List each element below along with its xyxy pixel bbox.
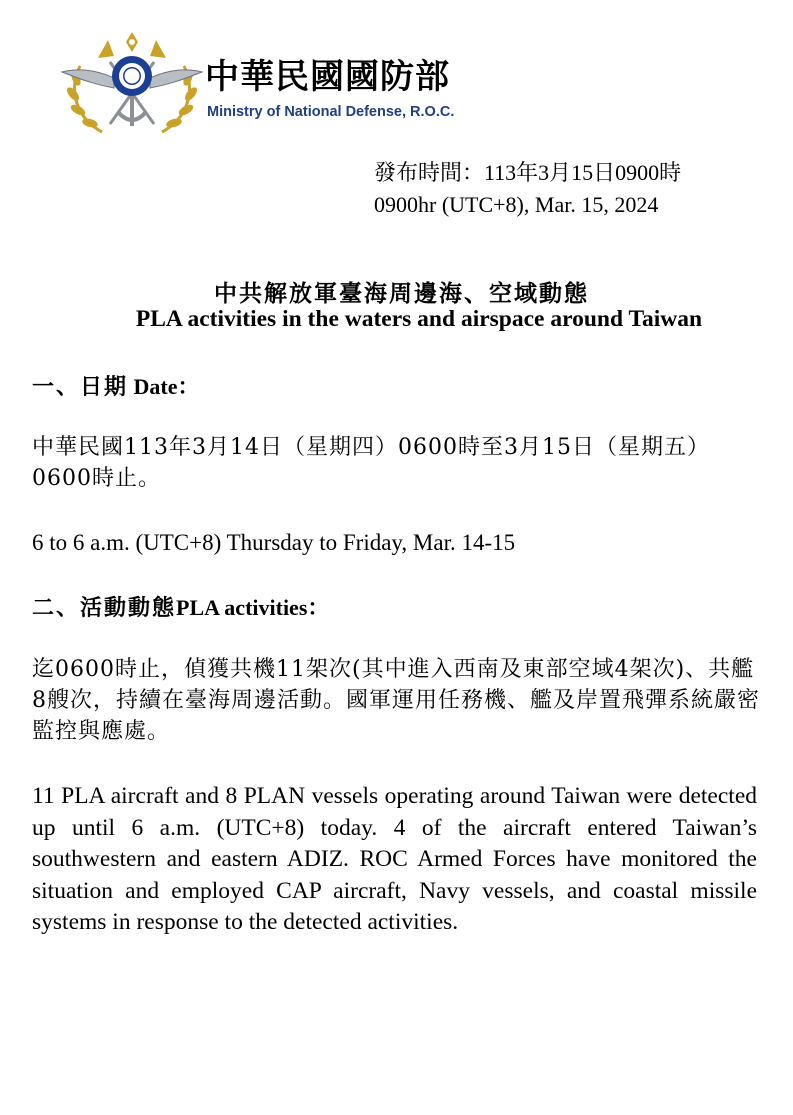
organization-name-zh: 中華民國國防部	[205, 57, 450, 97]
section-activities-heading-en: PLA activities	[176, 595, 308, 620]
section-date-heading-en: Date	[133, 374, 178, 399]
ministry-emblem-icon	[58, 28, 206, 140]
section-date-heading	[32, 370, 200, 401]
section-activities-heading-zh: 二、活動動態	[32, 595, 177, 621]
release-time-en: 0900hr (UTC+8), Mar. 15, 2024	[374, 192, 659, 217]
release-time-zh: 發布時間：113年3月15日0900時	[374, 160, 682, 185]
section-date-heading-zh: 一、日期	[32, 374, 129, 400]
section-activities-heading	[32, 591, 329, 622]
section-date-text-zh: 中華民國113年3月14日（星期四）0600時至3月15日（星期五）0600時止。	[32, 435, 710, 491]
section-date-text-en: 6 to 6 a.m. (UTC+8) Thursday to Friday, Mar. 14-15	[32, 530, 516, 555]
section-date-heading-colon: ：	[177, 374, 200, 399]
release-time	[374, 157, 681, 221]
section-activities-heading-colon: ：	[307, 595, 330, 620]
section-activities-text-zh: 迄0600時止，偵獲共機11架次(其中進入西南及東部空域4架次)、共艦8艘次，持續在臺海周邊活動。國軍運用任務機、艦及岸置飛彈系統嚴密監控與應處。	[32, 657, 760, 744]
organization-name-en: Ministry of National Defense, R.O.C.	[207, 104, 455, 120]
document-title-en: PLA activities in the waters and airspace around Taiwan	[135, 306, 703, 332]
section-activities-text-en: 11 PLA aircraft and 8 PLAN vessels operating around Taiwan were detected up until 6 a.m. (UTC+8) today. 4 of the aircraft entered Taiwan’s southwestern and eastern ADIZ. ROC Armed Forces have monitored the situation and employed CAP aircraft, Navy vessels, and coastal missile systems in response to the detected activities.	[32, 783, 757, 935]
document-title-zh: 中共解放軍臺海周邊海、空域動態	[214, 280, 589, 307]
